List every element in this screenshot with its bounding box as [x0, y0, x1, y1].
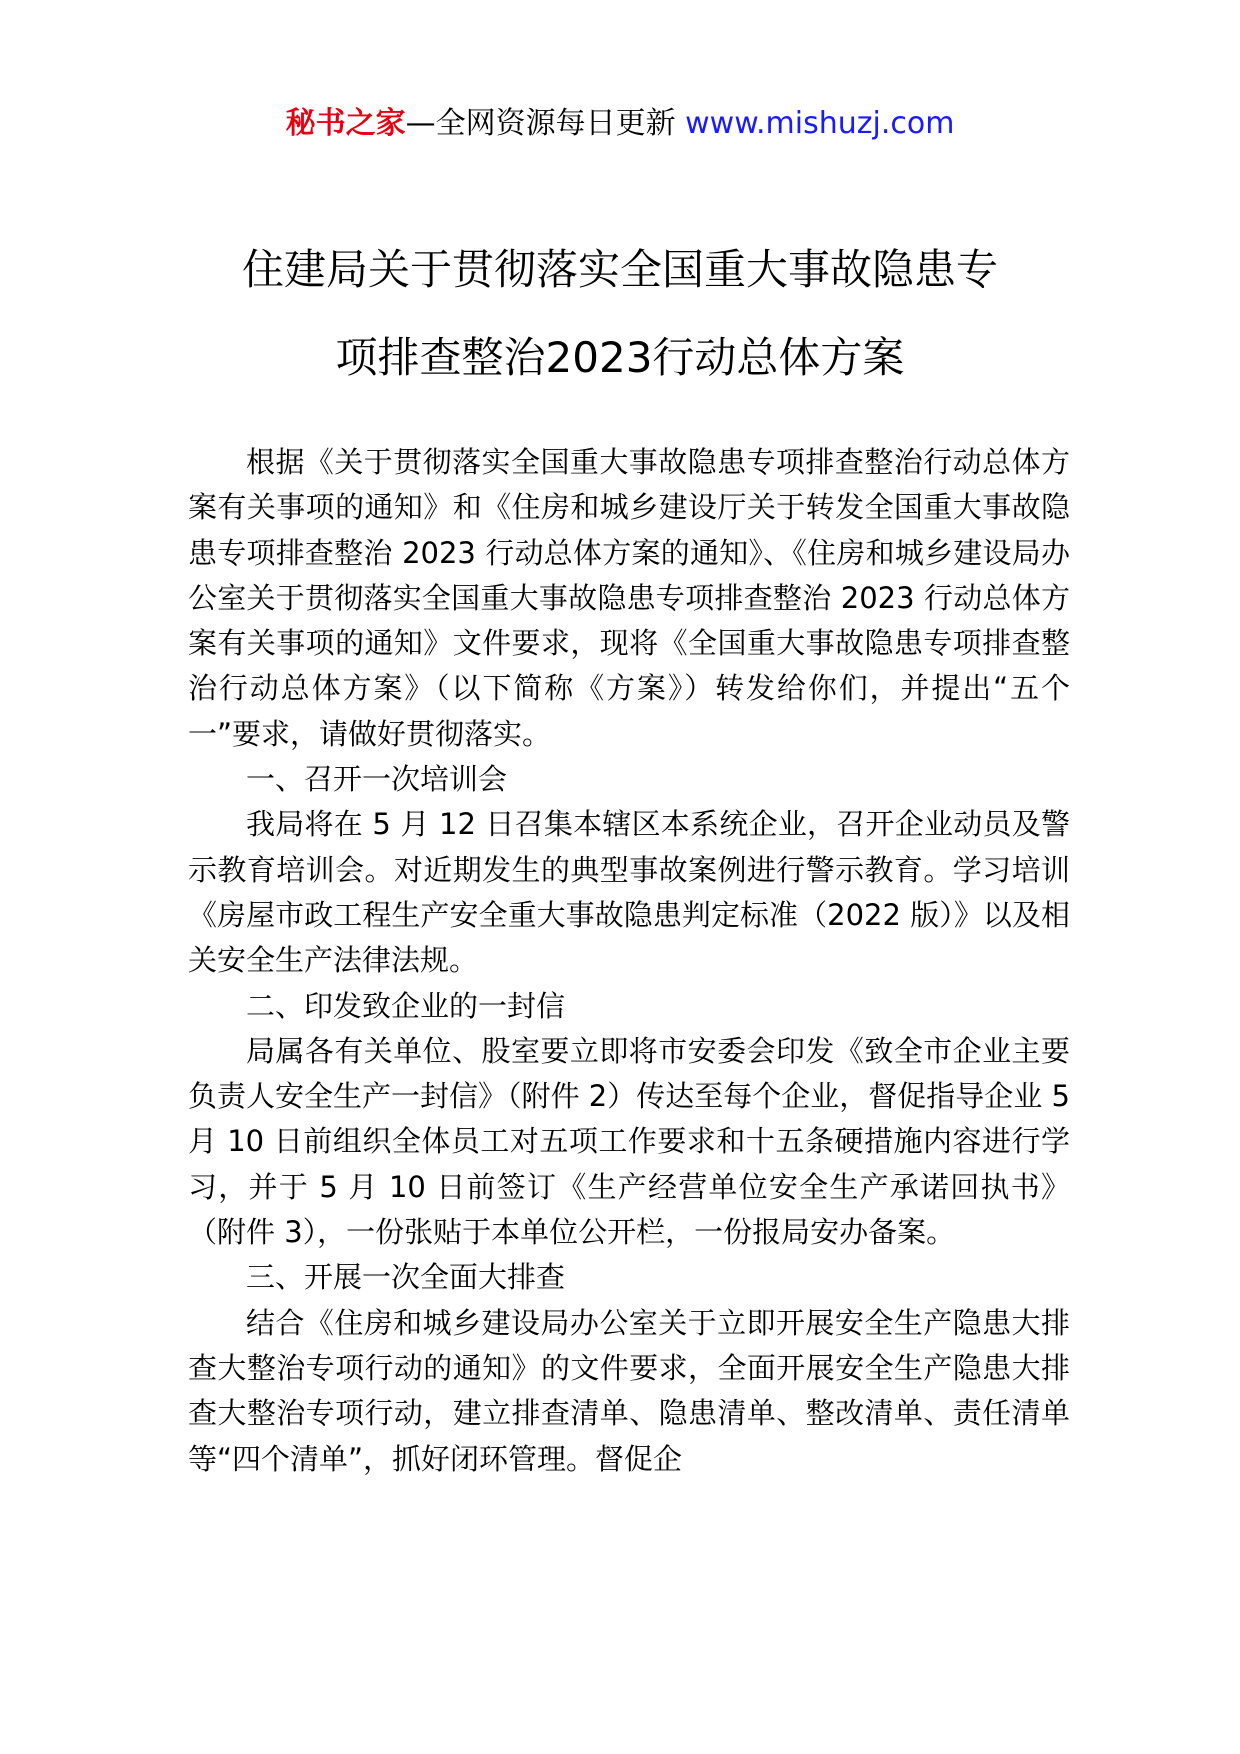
section-1-heading: 一、召开一次培训会 [246, 762, 508, 797]
title-line-2: 项排查整治2023行动总体方案 [335, 333, 905, 382]
section-2-paragraph: 局属各有关单位、股室要立即将市安委会印发《致全市企业主要负责人安全生产一封信》（附件 2）传达至每个企业，督促指导企业 5 月 10 日前组织全体员工对五项工作要求和十五条硬措施内容进行学习，并于 5 月 10 日前签订《生产经营单位安全生产承诺回执书》（附件 3），一份张贴于本单位公开栏，一份报局安办备案。 [188, 1033, 1070, 1250]
section-1-paragraph: 我局将在 5 月 12 日召集本辖区本系统企业，召开企业动员及警示教育培训会。对近期发生的典型事故案例进行警示教育。学习培训《房屋市政工程生产安全重大事故隐患判定标准（2022 版）》以及相关安全生产法律法规。 [188, 807, 1070, 978]
intro-paragraph: 根据《关于贯彻落实全国重大事故隐患专项排查整治行动总体方案有关事项的通知》和《住房和城乡建设厅关于转发全国重大事故隐患专项排查整治 2023 行动总体方案的通知》、《住房和城乡建设局办公室关于贯彻落实全国重大事故隐患专项排查整治 2023 行动总体方案有关事项的通知》文件要求，现将《全国重大事故隐患专项排查整治行动总体方案》（以下简称《方案》）转发给你们，并提出“五个一”要求，请做好贯彻落实。 [188, 445, 1070, 751]
title-line-1: 住建局关于贯彻落实全国重大事故隐患专 [241, 245, 998, 294]
document-body [188, 440, 1070, 1482]
section-2-heading: 二、印发致企业的一封信 [246, 988, 566, 1023]
brand-name: 秘书之家 [285, 106, 406, 141]
section-3-paragraph: 结合《住房和城乡建设局办公室关于立即开展安全生产隐患大排查大整治专项行动的通知》的文件要求，全面开展安全生产隐患大排查大整治专项行动，建立排查清单、隐患清单、整改清单、责任清单等“四个清单”，抓好闭环管理。督促企 [188, 1305, 1070, 1476]
header-tagline: —全网资源每日更新 [405, 106, 676, 141]
site-header [0, 100, 1240, 148]
section-3-heading: 三、开展一次全面大排查 [246, 1260, 566, 1295]
document-title [150, 226, 1090, 402]
site-url-link[interactable]: www.mishuzj.com [685, 106, 955, 141]
